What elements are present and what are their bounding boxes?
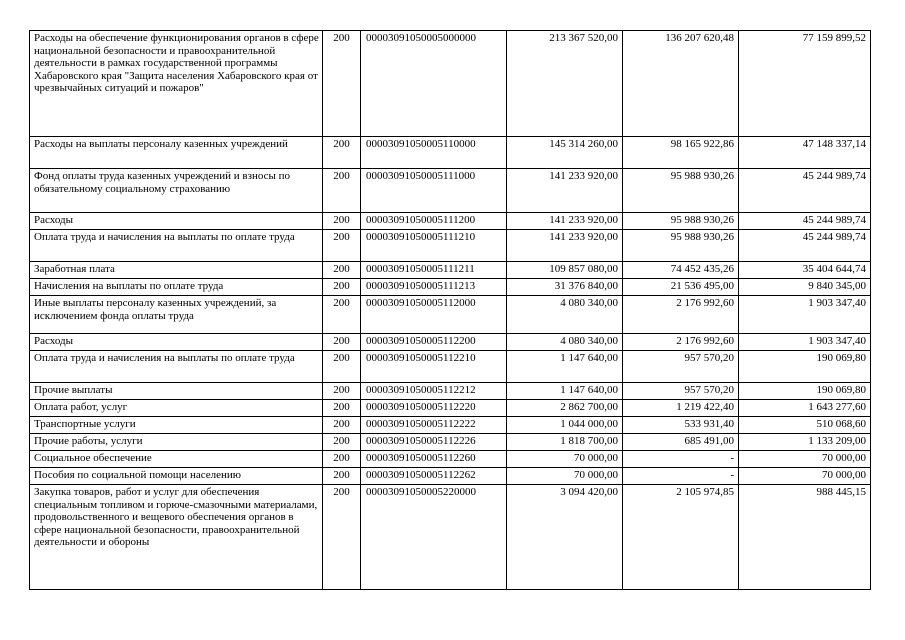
row-name: Расходы: [30, 334, 323, 351]
row-line-code: 200: [323, 383, 361, 400]
row-remaining: 190 069,80: [739, 351, 871, 383]
row-name: Начисления на выплаты по оплате труда: [30, 279, 323, 296]
row-line-code: 200: [323, 230, 361, 262]
budget-table-body: [30, 31, 871, 590]
row-name: Оплата труда и начисления на выплаты по оплате труда: [30, 351, 323, 383]
row-name: Закупка товаров, работ и услуг для обеспечения специальным топливом и горюче-смазочными материалами, продовольственного и вещевого обеспечения органов в сфере национальной безопасности, правоохранительной деятельности и обороны: [30, 485, 323, 590]
row-line-code: 200: [323, 296, 361, 334]
row-budget-code: 00003091050005111200: [361, 213, 507, 230]
row-approved: 31 376 840,00: [507, 279, 623, 296]
row-budget-code: 00003091050005111211: [361, 262, 507, 279]
row-budget-code: 00003091050005111000: [361, 169, 507, 213]
row-approved: 1 818 700,00: [507, 434, 623, 451]
row-executed: 98 165 922,86: [623, 137, 739, 169]
row-budget-code: 00003091050005000000: [361, 31, 507, 137]
row-budget-code: 00003091050005112210: [361, 351, 507, 383]
row-name: Фонд оплаты труда казенных учреждений и взносы по обязательному социальному страхованию: [30, 169, 323, 213]
table-row: [30, 485, 871, 590]
row-executed: 1 219 422,40: [623, 400, 739, 417]
table-row: [30, 434, 871, 451]
row-budget-code: 00003091050005110000: [361, 137, 507, 169]
table-row: [30, 468, 871, 485]
table-row: [30, 137, 871, 169]
row-remaining: 190 069,80: [739, 383, 871, 400]
row-line-code: 200: [323, 279, 361, 296]
row-budget-code: 00003091050005112200: [361, 334, 507, 351]
table-row: [30, 334, 871, 351]
row-budget-code: 00003091050005111213: [361, 279, 507, 296]
row-approved: 213 367 520,00: [507, 31, 623, 137]
row-name: Социальное обеспечение: [30, 451, 323, 468]
row-name: Транспортные услуги: [30, 417, 323, 434]
row-remaining: 1 903 347,40: [739, 296, 871, 334]
row-budget-code: 00003091050005112260: [361, 451, 507, 468]
row-budget-code: 00003091050005112000: [361, 296, 507, 334]
row-executed: 95 988 930,26: [623, 230, 739, 262]
row-line-code: 200: [323, 434, 361, 451]
row-remaining: 77 159 899,52: [739, 31, 871, 137]
row-remaining: 9 840 345,00: [739, 279, 871, 296]
row-executed: 136 207 620,48: [623, 31, 739, 137]
row-approved: 70 000,00: [507, 451, 623, 468]
row-remaining: 1 643 277,60: [739, 400, 871, 417]
row-budget-code: 00003091050005220000: [361, 485, 507, 590]
row-line-code: 200: [323, 137, 361, 169]
row-approved: 1 044 000,00: [507, 417, 623, 434]
row-remaining: 47 148 337,14: [739, 137, 871, 169]
table-row: [30, 31, 871, 137]
row-executed: 685 491,00: [623, 434, 739, 451]
table-row: [30, 351, 871, 383]
table-row: [30, 451, 871, 468]
row-remaining: 1 903 347,40: [739, 334, 871, 351]
row-executed: 21 536 495,00: [623, 279, 739, 296]
table-row: [30, 230, 871, 262]
row-approved: 70 000,00: [507, 468, 623, 485]
table-row: [30, 417, 871, 434]
row-name: Прочие выплаты: [30, 383, 323, 400]
row-executed: 533 931,40: [623, 417, 739, 434]
row-executed: -: [623, 468, 739, 485]
row-line-code: 200: [323, 262, 361, 279]
row-line-code: 200: [323, 417, 361, 434]
row-line-code: 200: [323, 451, 361, 468]
row-approved: 141 233 920,00: [507, 213, 623, 230]
row-budget-code: 00003091050005112226: [361, 434, 507, 451]
table-row: [30, 213, 871, 230]
row-line-code: 200: [323, 169, 361, 213]
row-budget-code: 00003091050005111210: [361, 230, 507, 262]
table-row: [30, 279, 871, 296]
row-remaining: 70 000,00: [739, 451, 871, 468]
row-line-code: 200: [323, 213, 361, 230]
row-approved: 141 233 920,00: [507, 169, 623, 213]
row-executed: 957 570,20: [623, 383, 739, 400]
row-line-code: 200: [323, 351, 361, 383]
row-name: Расходы на обеспечение функционирования органов в сфере национальной безопасности и правоохранительной деятельности в рамках государственной программы Хабаровского края "Защита населения Хабаровского края от чрезвычайных ситуаций и пожаров": [30, 31, 323, 137]
row-approved: 145 314 260,00: [507, 137, 623, 169]
row-remaining: 988 445,15: [739, 485, 871, 590]
table-row: [30, 400, 871, 417]
row-line-code: 200: [323, 400, 361, 417]
row-executed: 2 176 992,60: [623, 334, 739, 351]
row-name: Иные выплаты персоналу казенных учреждений, за исключением фонда оплаты труда: [30, 296, 323, 334]
row-budget-code: 00003091050005112220: [361, 400, 507, 417]
row-approved: 109 857 080,00: [507, 262, 623, 279]
row-approved: 2 862 700,00: [507, 400, 623, 417]
row-budget-code: 00003091050005112262: [361, 468, 507, 485]
row-executed: 2 176 992,60: [623, 296, 739, 334]
row-executed: 95 988 930,26: [623, 169, 739, 213]
row-line-code: 200: [323, 334, 361, 351]
row-line-code: 200: [323, 31, 361, 137]
table-row: [30, 383, 871, 400]
row-remaining: 45 244 989,74: [739, 230, 871, 262]
budget-table: [29, 30, 871, 590]
row-name: Пособия по социальной помощи населению: [30, 468, 323, 485]
row-line-code: 200: [323, 468, 361, 485]
row-budget-code: 00003091050005112212: [361, 383, 507, 400]
row-approved: 4 080 340,00: [507, 334, 623, 351]
row-approved: 4 080 340,00: [507, 296, 623, 334]
row-name: Прочие работы, услуги: [30, 434, 323, 451]
row-approved: 3 094 420,00: [507, 485, 623, 590]
row-budget-code: 00003091050005112222: [361, 417, 507, 434]
row-remaining: 45 244 989,74: [739, 213, 871, 230]
row-remaining: 1 133 209,00: [739, 434, 871, 451]
row-name: Заработная плата: [30, 262, 323, 279]
row-name: Оплата работ, услуг: [30, 400, 323, 417]
row-remaining: 510 068,60: [739, 417, 871, 434]
row-remaining: 35 404 644,74: [739, 262, 871, 279]
row-executed: 2 105 974,85: [623, 485, 739, 590]
table-row: [30, 262, 871, 279]
row-name: Расходы: [30, 213, 323, 230]
table-row: [30, 296, 871, 334]
row-approved: 1 147 640,00: [507, 351, 623, 383]
row-remaining: 45 244 989,74: [739, 169, 871, 213]
row-remaining: 70 000,00: [739, 468, 871, 485]
row-approved: 141 233 920,00: [507, 230, 623, 262]
table-row: [30, 169, 871, 213]
row-executed: 957 570,20: [623, 351, 739, 383]
row-name: Расходы на выплаты персоналу казенных учреждений: [30, 137, 323, 169]
row-approved: 1 147 640,00: [507, 383, 623, 400]
row-executed: 95 988 930,26: [623, 213, 739, 230]
row-line-code: 200: [323, 485, 361, 590]
row-executed: -: [623, 451, 739, 468]
row-name: Оплата труда и начисления на выплаты по оплате труда: [30, 230, 323, 262]
row-executed: 74 452 435,26: [623, 262, 739, 279]
